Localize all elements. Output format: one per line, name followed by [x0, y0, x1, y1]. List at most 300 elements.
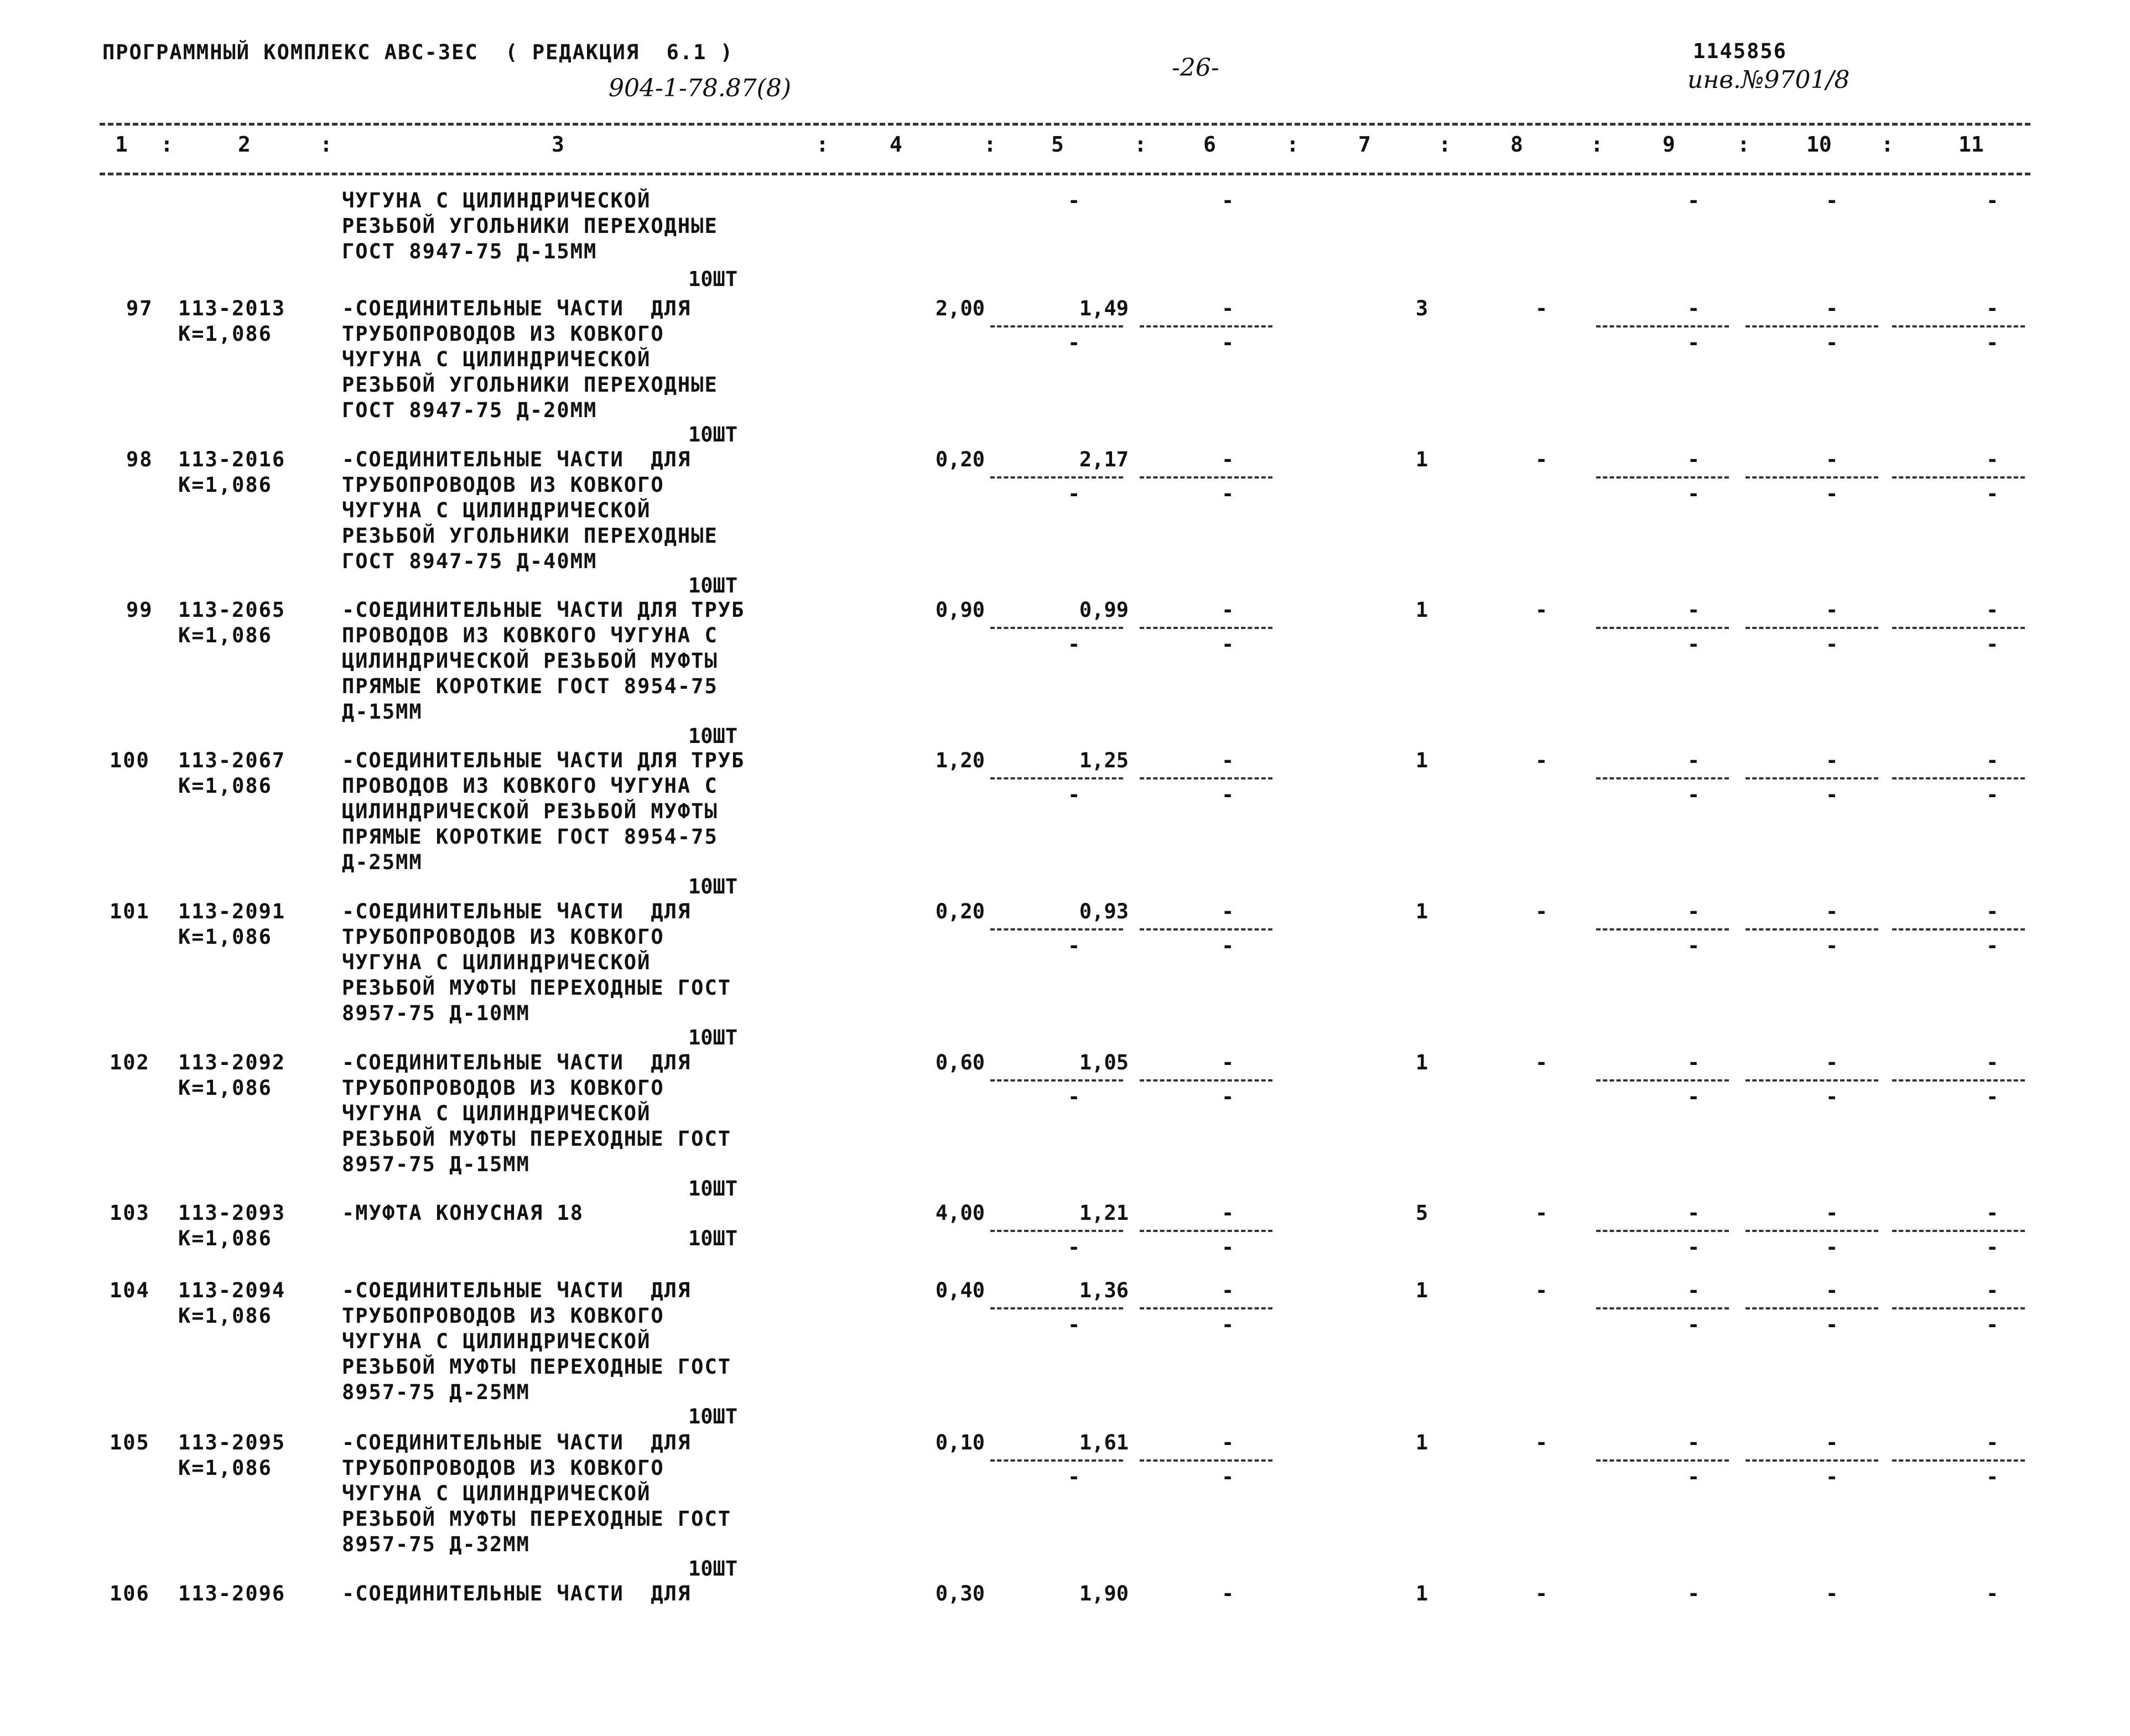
- inventory-number: инв.№9701/8: [1687, 66, 1850, 94]
- dashed-separator: [990, 777, 1123, 779]
- dashed-separator: [990, 325, 1123, 328]
- price-code: 113-2016: [178, 448, 286, 471]
- quantity-value: 1,20: [935, 749, 985, 772]
- count-value: 3: [1415, 297, 1428, 320]
- price-code: 113-2065: [178, 598, 286, 622]
- value-dash: -: [1222, 934, 1234, 958]
- quantity-value: 0,30: [935, 1582, 985, 1605]
- value-dash: -: [1068, 189, 1080, 212]
- col-separator: :: [984, 132, 996, 157]
- value-dash: -: [1687, 632, 1700, 656]
- value-dash: -: [1222, 632, 1234, 656]
- item-description: [342, 1430, 731, 1557]
- value-dash: -: [1535, 900, 1548, 923]
- dashed-separator: [1140, 476, 1272, 479]
- description-line: ТРУБОПРОВОДОВ ИЗ КОВКОГО: [342, 322, 664, 346]
- value-dash: -: [1826, 749, 1838, 772]
- value-dash: -: [1986, 1235, 1999, 1259]
- dashed-separator: [1596, 1079, 1729, 1082]
- dashed-separator: [1745, 1459, 1878, 1462]
- price-code: 113-2093: [178, 1201, 286, 1225]
- row-number: 97: [126, 297, 153, 320]
- dashed-separator: [1596, 1459, 1729, 1462]
- dashed-separator: [1745, 325, 1878, 328]
- dashed-separator: [1745, 777, 1878, 779]
- col-separator: :: [320, 132, 333, 157]
- value-dash: -: [1068, 1085, 1080, 1109]
- quantity-value: 0,20: [935, 900, 985, 923]
- count-value: 1: [1415, 1278, 1428, 1302]
- value-dash: -: [1986, 783, 1999, 807]
- item-description: [342, 1278, 731, 1405]
- row-number: 105: [110, 1431, 150, 1454]
- dashed-separator: [1596, 1307, 1729, 1309]
- value-dash: -: [1826, 1201, 1838, 1225]
- quantity-value: 0,20: [935, 448, 985, 471]
- unit-cost-value: 2,17: [1079, 448, 1129, 471]
- description-line: ПРЯМЫЕ КОРОТКИЕ ГОСТ 8954-75: [342, 674, 718, 698]
- col-separator: :: [1737, 132, 1750, 157]
- description-line: ГОСТ 8947-75 Д-20ММ: [342, 398, 598, 422]
- dashed-separator: [1596, 1230, 1729, 1232]
- col-header-5: 5: [1051, 132, 1064, 157]
- value-dash: -: [1986, 900, 1999, 923]
- item-description: [342, 899, 731, 1026]
- row-number: 101: [110, 900, 150, 923]
- value-dash: -: [1222, 783, 1234, 807]
- value-dash: -: [1222, 1085, 1234, 1109]
- coefficient: К=1,086: [178, 1076, 272, 1100]
- description-line: Д-25ММ: [342, 850, 423, 874]
- dashed-separator: [1892, 1230, 2025, 1232]
- dashed-separator: [1140, 777, 1272, 779]
- value-dash: -: [1535, 1431, 1548, 1454]
- page-number: -26-: [1172, 54, 1219, 82]
- count-value: 1: [1415, 598, 1428, 622]
- description-line: -СОЕДИНИТЕЛЬНЫЕ ЧАСТИ ДЛЯ: [342, 1051, 692, 1074]
- dashed-separator: [1892, 928, 2025, 931]
- value-dash: -: [1222, 1051, 1234, 1074]
- dashed-separator: [1745, 627, 1878, 629]
- quantity-value: 0,60: [935, 1051, 985, 1074]
- coefficient: К=1,086: [178, 1456, 272, 1480]
- price-code: 113-2092: [178, 1051, 286, 1074]
- unit-cost-value: 1,49: [1079, 297, 1129, 320]
- value-dash: -: [1826, 632, 1838, 656]
- dashed-separator: [990, 627, 1123, 629]
- unit-label: 10ШТ: [688, 1177, 738, 1200]
- value-dash: -: [1068, 632, 1080, 656]
- value-dash: -: [1222, 297, 1234, 320]
- description-line: ТРУБОПРОВОДОВ ИЗ КОВКОГО: [342, 473, 664, 497]
- value-dash: -: [1222, 1201, 1234, 1225]
- description-line: -СОЕДИНИТЕЛЬНЫЕ ЧАСТИ ДЛЯ: [342, 900, 692, 923]
- coefficient: К=1,086: [178, 322, 272, 346]
- item-description: [342, 1581, 691, 1607]
- value-dash: -: [1222, 900, 1234, 923]
- unit-label: 10ШТ: [688, 875, 738, 898]
- col-header-6: 6: [1203, 132, 1216, 157]
- value-dash: -: [1826, 1085, 1838, 1109]
- value-dash: -: [1687, 1278, 1700, 1302]
- description-line: 8957-75 Д-25ММ: [342, 1380, 530, 1404]
- table-row: [0, 1050, 2130, 1205]
- value-dash: -: [1986, 1201, 1999, 1225]
- value-dash: -: [1826, 934, 1838, 958]
- value-dash: -: [1687, 1235, 1700, 1259]
- unit-cost-value: 1,90: [1079, 1582, 1129, 1605]
- description-line: ТРУБОПРОВОДОВ ИЗ КОВКОГО: [342, 1304, 664, 1328]
- count-value: 1: [1415, 749, 1428, 772]
- project-code: 904-1-78.87(8): [609, 74, 791, 102]
- dashed-separator: [1140, 928, 1272, 931]
- description-line: Д-15ММ: [342, 700, 423, 724]
- continuation-text: [342, 188, 718, 264]
- dashed-separator: [990, 1459, 1123, 1462]
- value-dash: -: [1222, 1278, 1234, 1302]
- quantity-value: 0,10: [935, 1431, 985, 1454]
- value-dash: -: [1826, 189, 1838, 212]
- value-dash: -: [1068, 331, 1080, 355]
- coefficient: К=1,086: [178, 623, 272, 647]
- value-dash: -: [1535, 1201, 1548, 1225]
- value-dash: -: [1826, 1278, 1838, 1302]
- value-dash: -: [1826, 900, 1838, 923]
- description-line: РЕЗЬБОЙ УГОЛЬНИКИ ПЕРЕХОДНЫЕ: [342, 214, 718, 238]
- value-dash: -: [1687, 448, 1700, 471]
- value-dash: -: [1222, 331, 1234, 355]
- item-description: [342, 1200, 584, 1226]
- description-line: -МУФТА КОНУСНАЯ 18: [342, 1201, 584, 1225]
- value-dash: -: [1222, 1431, 1234, 1454]
- row-number: 100: [110, 749, 150, 772]
- description-line: 8957-75 Д-15ММ: [342, 1152, 530, 1176]
- col-header-9: 9: [1663, 132, 1675, 157]
- dashed-separator: [1745, 1307, 1878, 1309]
- dashed-separator: [1745, 928, 1878, 931]
- unit-cost-value: 1,25: [1079, 749, 1129, 772]
- dashed-separator: [1892, 627, 2025, 629]
- count-value: 1: [1415, 448, 1428, 471]
- value-dash: -: [1986, 632, 1999, 656]
- value-dash: -: [1687, 1085, 1700, 1109]
- price-code: 113-2095: [178, 1431, 286, 1454]
- value-dash: -: [1687, 1582, 1700, 1605]
- unit-label: 10ШТ: [688, 1405, 738, 1428]
- value-dash: -: [1222, 1313, 1234, 1337]
- price-code: 113-2067: [178, 749, 286, 772]
- table-row: [0, 447, 2130, 602]
- value-dash: -: [1826, 1313, 1838, 1337]
- description-line: ЧУГУНА С ЦИЛИНДРИЧЕСКОЙ: [342, 1329, 651, 1353]
- unit-label: 10ШТ: [688, 574, 738, 597]
- coefficient: К=1,086: [178, 1226, 272, 1250]
- description-line: ГОСТ 8947-75 Д-15ММ: [342, 240, 598, 263]
- dashed-separator: [1745, 476, 1878, 479]
- value-dash: -: [1826, 598, 1838, 622]
- value-dash: -: [1986, 189, 1999, 212]
- table-row: [0, 1581, 2130, 1736]
- col-header-2: 2: [238, 132, 251, 157]
- document-number: 1145856: [1693, 39, 1787, 63]
- value-dash: -: [1222, 598, 1234, 622]
- value-dash: -: [1986, 934, 1999, 958]
- unit-label: 10ШТ: [688, 724, 738, 748]
- item-description: [342, 296, 718, 423]
- value-dash: -: [1687, 1431, 1700, 1454]
- value-dash: -: [1986, 331, 1999, 355]
- value-dash: -: [1986, 1582, 1999, 1605]
- program-title: ПРОГРАММНЫЙ КОМПЛЕКС АВС-3ЕС ( РЕДАКЦИЯ 6.1 ): [102, 40, 734, 64]
- table-row: [0, 296, 2130, 451]
- dashed-separator: [1596, 928, 1729, 931]
- coefficient: К=1,086: [178, 774, 272, 798]
- value-dash: -: [1986, 749, 1999, 772]
- dashed-separator: [1892, 1307, 2025, 1309]
- value-dash: -: [1222, 1465, 1234, 1489]
- row-number: 103: [110, 1201, 150, 1225]
- count-value: 1: [1415, 1051, 1428, 1074]
- col-separator: :: [1286, 132, 1299, 157]
- value-dash: -: [1687, 900, 1700, 923]
- item-description: [342, 597, 745, 725]
- col-header-3: 3: [552, 132, 564, 157]
- value-dash: -: [1826, 1465, 1838, 1489]
- unit-cost-value: 1,61: [1079, 1431, 1129, 1454]
- description-line: ЧУГУНА С ЦИЛИНДРИЧЕСКОЙ: [342, 347, 651, 371]
- value-dash: -: [1826, 482, 1838, 506]
- unit-cost-value: 0,93: [1079, 900, 1129, 923]
- table-row: [0, 597, 2130, 752]
- value-dash: -: [1687, 934, 1700, 958]
- coefficient: К=1,086: [178, 473, 272, 497]
- description-line: ЧУГУНА С ЦИЛИНДРИЧЕСКОЙ: [342, 498, 651, 522]
- value-dash: -: [1222, 189, 1234, 212]
- dashed-separator: [990, 928, 1123, 931]
- header-rule-top: [100, 123, 2030, 126]
- description-line: ТРУБОПРОВОДОВ ИЗ КОВКОГО: [342, 925, 664, 949]
- dashed-separator: [1140, 1307, 1272, 1309]
- count-value: 5: [1415, 1201, 1428, 1225]
- value-dash: -: [1986, 1431, 1999, 1454]
- dashed-separator: [1892, 325, 2025, 328]
- item-description: [342, 447, 718, 574]
- dashed-separator: [1140, 627, 1272, 629]
- value-dash: -: [1068, 482, 1080, 506]
- dashed-separator: [1140, 1079, 1272, 1082]
- value-dash: -: [1826, 1051, 1838, 1074]
- col-separator: :: [160, 132, 173, 157]
- col-header-11: 11: [1958, 132, 1984, 157]
- value-dash: -: [1068, 1465, 1080, 1489]
- value-dash: -: [1986, 1465, 1999, 1489]
- description-line: ЧУГУНА С ЦИЛИНДРИЧЕСКОЙ: [342, 1482, 651, 1505]
- description-line: -СОЕДИНИТЕЛЬНЫЕ ЧАСТИ ДЛЯ ТРУБ: [342, 749, 745, 772]
- value-dash: -: [1986, 297, 1999, 320]
- count-value: 1: [1415, 900, 1428, 923]
- description-line: ПРЯМЫЕ КОРОТКИЕ ГОСТ 8954-75: [342, 825, 718, 849]
- dashed-separator: [990, 1307, 1123, 1309]
- col-header-7: 7: [1358, 132, 1371, 157]
- quantity-value: 4,00: [935, 1201, 985, 1225]
- value-dash: -: [1222, 1235, 1234, 1259]
- unit-cost-value: 1,36: [1079, 1278, 1129, 1302]
- value-dash: -: [1826, 783, 1838, 807]
- value-dash: -: [1986, 1085, 1999, 1109]
- dashed-separator: [1140, 1230, 1272, 1232]
- price-code: 113-2013: [178, 297, 286, 320]
- col-separator: :: [1134, 132, 1147, 157]
- description-line: -СОЕДИНИТЕЛЬНЫЕ ЧАСТИ ДЛЯ: [342, 1278, 692, 1302]
- value-dash: -: [1222, 749, 1234, 772]
- col-separator: :: [1881, 132, 1894, 157]
- value-dash: -: [1222, 1582, 1234, 1605]
- value-dash: -: [1535, 598, 1548, 622]
- dashed-separator: [1892, 476, 2025, 479]
- dashed-separator: [1596, 777, 1729, 779]
- description-line: ПРОВОДОВ ИЗ КОВКОГО ЧУГУНА С: [342, 623, 718, 647]
- value-dash: -: [1687, 297, 1700, 320]
- value-dash: -: [1687, 783, 1700, 807]
- value-dash: -: [1986, 1278, 1999, 1302]
- row-number: 98: [126, 448, 153, 471]
- row-number: 102: [110, 1051, 150, 1074]
- value-dash: -: [1068, 934, 1080, 958]
- description-line: ПРОВОДОВ ИЗ КОВКОГО ЧУГУНА С: [342, 774, 718, 798]
- price-code: 113-2094: [178, 1278, 286, 1302]
- quantity-value: 2,00: [935, 297, 985, 320]
- value-dash: -: [1826, 297, 1838, 320]
- description-line: ТРУБОПРОВОДОВ ИЗ КОВКОГО: [342, 1456, 664, 1480]
- description-line: ЦИЛИНДРИЧЕСКОЙ РЕЗЬБОЙ МУФТЫ: [342, 649, 718, 673]
- table-row: [0, 1278, 2130, 1433]
- description-line: РЕЗЬБОЙ МУФТЫ ПЕРЕХОДНЫЕ ГОСТ: [342, 1507, 732, 1531]
- value-dash: -: [1535, 1051, 1548, 1074]
- value-dash: -: [1535, 1582, 1548, 1605]
- description-line: РЕЗЬБОЙ УГОЛЬНИКИ ПЕРЕХОДНЫЕ: [342, 373, 718, 397]
- col-header-4: 4: [890, 132, 902, 157]
- value-dash: -: [1826, 1235, 1838, 1259]
- price-code: 113-2096: [178, 1582, 286, 1605]
- dashed-separator: [1596, 325, 1729, 328]
- row-number: 99: [126, 598, 153, 622]
- item-description: [342, 1050, 731, 1177]
- value-dash: -: [1535, 297, 1548, 320]
- coefficient: К=1,086: [178, 925, 272, 949]
- dashed-separator: [1140, 325, 1272, 328]
- description-line: ЧУГУНА С ЦИЛИНДРИЧЕСКОЙ: [342, 1101, 651, 1125]
- value-dash: -: [1068, 1313, 1080, 1337]
- description-line: ГОСТ 8947-75 Д-40ММ: [342, 549, 598, 573]
- value-dash: -: [1535, 1278, 1548, 1302]
- row-number: 104: [110, 1278, 150, 1302]
- description-line: -СОЕДИНИТЕЛЬНЫЕ ЧАСТИ ДЛЯ: [342, 297, 692, 320]
- col-header-1: 1: [115, 132, 128, 157]
- dashed-separator: [1892, 1459, 2025, 1462]
- description-line: РЕЗЬБОЙ МУФТЫ ПЕРЕХОДНЫЕ ГОСТ: [342, 1127, 732, 1151]
- count-value: 1: [1415, 1582, 1428, 1605]
- value-dash: -: [1535, 448, 1548, 471]
- description-line: РЕЗЬБОЙ УГОЛЬНИКИ ПЕРЕХОДНЫЕ: [342, 524, 718, 548]
- col-separator: :: [816, 132, 829, 157]
- col-separator: :: [1438, 132, 1451, 157]
- col-header-10: 10: [1806, 132, 1832, 157]
- description-line: 8957-75 Д-10ММ: [342, 1001, 530, 1025]
- description-line: РЕЗЬБОЙ МУФТЫ ПЕРЕХОДНЫЕ ГОСТ: [342, 1355, 732, 1379]
- description-line: РЕЗЬБОЙ МУФТЫ ПЕРЕХОДНЫЕ ГОСТ: [342, 976, 732, 1000]
- dashed-separator: [1140, 1459, 1272, 1462]
- unit-label: 10ШТ: [688, 1557, 738, 1581]
- value-dash: -: [1687, 189, 1700, 212]
- header-rule-bottom: [100, 173, 2030, 175]
- unit-label: 10ШТ: [688, 1226, 738, 1250]
- value-dash: -: [1826, 1431, 1838, 1454]
- description-line: ЦИЛИНДРИЧЕСКОЙ РЕЗЬБОЙ МУФТЫ: [342, 799, 718, 823]
- unit-label: 10ШТ: [688, 423, 738, 446]
- value-dash: -: [1986, 482, 1999, 506]
- value-dash: -: [1687, 482, 1700, 506]
- quantity-value: 0,90: [935, 598, 985, 622]
- description-line: 8957-75 Д-32ММ: [342, 1532, 530, 1556]
- description-line: ТРУБОПРОВОДОВ ИЗ КОВКОГО: [342, 1076, 664, 1100]
- description-line: ЧУГУНА С ЦИЛИНДРИЧЕСКОЙ: [342, 189, 651, 212]
- dashed-separator: [1596, 476, 1729, 479]
- dashed-separator: [1892, 777, 2025, 779]
- price-code: 113-2091: [178, 900, 286, 923]
- dashed-separator: [990, 1230, 1123, 1232]
- description-line: ЧУГУНА С ЦИЛИНДРИЧЕСКОЙ: [342, 950, 651, 974]
- description-line: -СОЕДИНИТЕЛЬНЫЕ ЧАСТИ ДЛЯ: [342, 1431, 692, 1454]
- value-dash: -: [1986, 1051, 1999, 1074]
- coefficient: К=1,086: [178, 1304, 272, 1328]
- dashed-separator: [990, 1079, 1123, 1082]
- row-number: 106: [110, 1582, 150, 1605]
- quantity-value: 0,40: [935, 1278, 985, 1302]
- value-dash: -: [1535, 749, 1548, 772]
- value-dash: -: [1687, 1051, 1700, 1074]
- value-dash: -: [1687, 1465, 1700, 1489]
- dashed-separator: [1745, 1079, 1878, 1082]
- description-line: -СОЕДИНИТЕЛЬНЫЕ ЧАСТИ ДЛЯ ТРУБ: [342, 598, 745, 622]
- unit-label: 10ШТ: [688, 1026, 738, 1049]
- table-row: [0, 748, 2130, 903]
- table-row: [0, 1430, 2130, 1585]
- value-dash: -: [1222, 448, 1234, 471]
- value-dash: -: [1687, 598, 1700, 622]
- value-dash: -: [1986, 448, 1999, 471]
- value-dash: -: [1687, 1313, 1700, 1337]
- value-dash: -: [1687, 749, 1700, 772]
- value-dash: -: [1986, 1313, 1999, 1337]
- value-dash: -: [1068, 783, 1080, 807]
- dashed-separator: [990, 476, 1123, 479]
- unit-label: 10ШТ: [688, 267, 738, 291]
- value-dash: -: [1826, 1582, 1838, 1605]
- value-dash: -: [1222, 482, 1234, 506]
- value-dash: -: [1826, 448, 1838, 471]
- unit-cost-value: 1,21: [1079, 1201, 1129, 1225]
- item-description: [342, 748, 745, 875]
- unit-cost-value: 1,05: [1079, 1051, 1129, 1074]
- count-value: 1: [1415, 1431, 1428, 1454]
- description-line: -СОЕДИНИТЕЛЬНЫЕ ЧАСТИ ДЛЯ: [342, 448, 692, 471]
- dashed-separator: [1596, 627, 1729, 629]
- col-header-8: 8: [1510, 132, 1523, 157]
- value-dash: -: [1826, 331, 1838, 355]
- value-dash: -: [1068, 1235, 1080, 1259]
- value-dash: -: [1687, 1201, 1700, 1225]
- table-row: [0, 899, 2130, 1054]
